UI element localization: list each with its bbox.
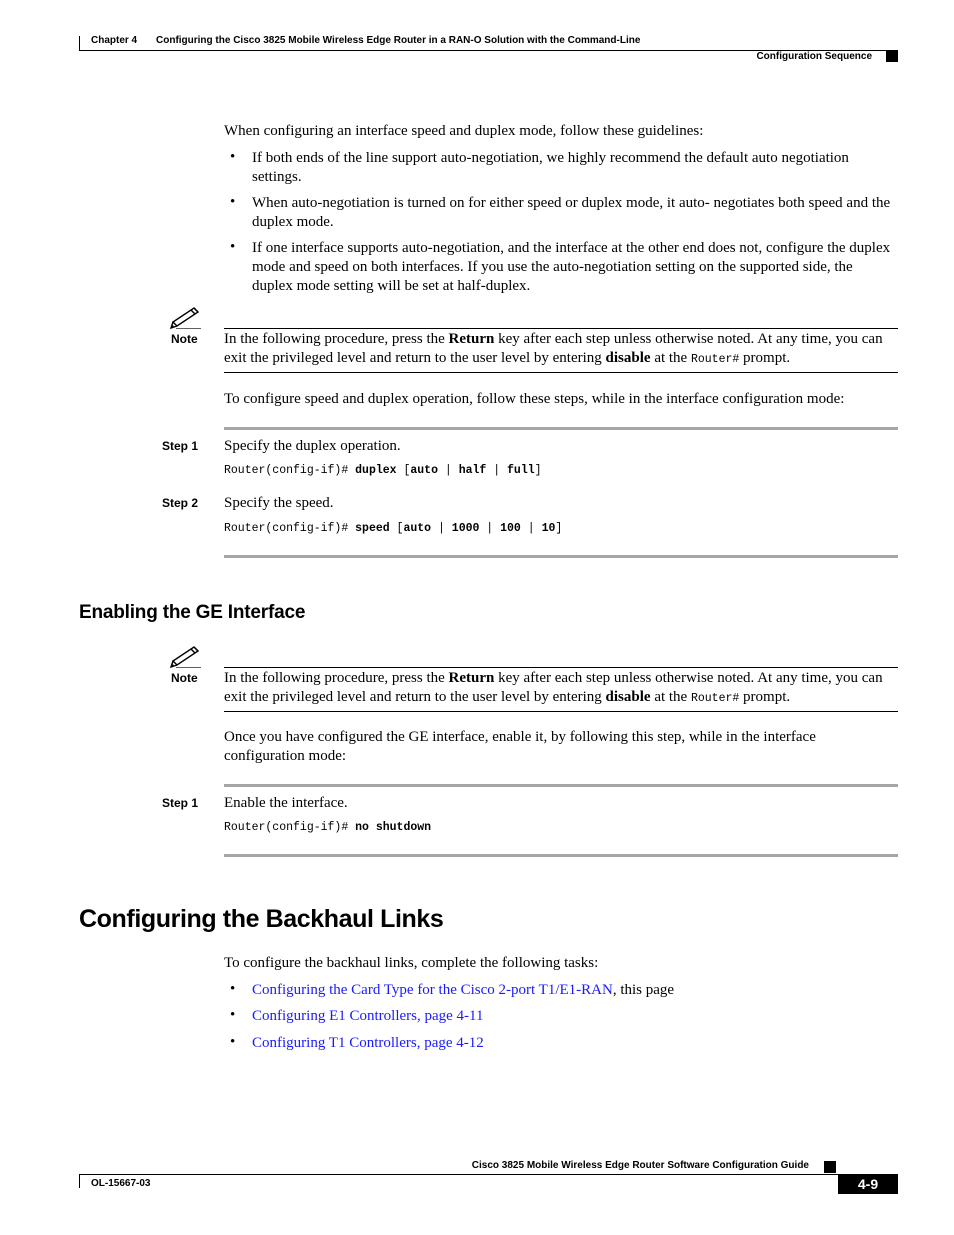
note-text-part: In the following procedure, press the (224, 331, 449, 347)
cli-keyword: speed (355, 522, 390, 535)
ge-lead: Once you have configured the GE interface, enable it, by following this step, while in the interface configuration mode: (224, 729, 816, 764)
pencil-icon (170, 644, 202, 668)
note-top-rule (224, 328, 898, 329)
backhaul-item-1 (252, 981, 674, 1000)
step-text: Enable the interface. (224, 795, 348, 811)
bullet-dot: • (230, 1034, 236, 1050)
cli-option: half (458, 464, 487, 477)
cli-option: auto (403, 522, 432, 535)
link-card-type[interactable]: Configuring the Card Type for the Cisco 2-port T1/E1-RAN (252, 982, 613, 998)
header-left-bar (79, 36, 80, 50)
procedure-bottom-rule (224, 854, 898, 857)
bullet-dot: • (230, 194, 236, 210)
procedure-top-rule (224, 784, 898, 787)
note-text-part: key after each step unless otherwise noted. At any time, you can exit the privileged level and return to the user level by entering (224, 670, 883, 705)
note-text (224, 669, 900, 708)
step-label: Step 2 (162, 496, 199, 510)
footer-left-bar (79, 1174, 80, 1188)
note-text-part: key after each step unless otherwise noted. At any time, you can exit the privileged level and return to the user level by entering (224, 331, 883, 366)
speed-command: Router(config-if)# speed [auto | 1000 | 100 | 10] (224, 522, 563, 535)
cli-option: 100 (500, 522, 521, 535)
cli-option: 10 (541, 522, 556, 535)
cli-keyword: duplex (355, 464, 397, 477)
header-section: Configuration Sequence (756, 51, 872, 62)
intro-bullet-2: When auto-negotiation is turned on for either speed or duplex mode, it auto- negotiates both speed and the duplex mode. (252, 195, 891, 230)
step-text: Specify the speed. (224, 495, 334, 511)
bullet-dot: • (230, 1007, 236, 1023)
note-text-part: at the (650, 689, 691, 705)
footer-guide-title: Cisco 3825 Mobile Wireless Edge Router Software Configuration Guide (471, 1160, 809, 1171)
speed-duplex-lead: To configure speed and duplex operation, follow these steps, while in the interface configuration mode: (224, 391, 845, 407)
bullet-dot: • (230, 981, 236, 997)
cli-keyword: no shutdown (355, 821, 432, 834)
header-black-block (886, 50, 898, 62)
intro-bullet-3: If one interface supports auto-negotiation, and the interface at the other end does not, configure the duplex mode and speed on both interfaces. If you use the auto-negotiation setting on the supported side, the duplex mode setting will be set at half-duplex. (252, 240, 891, 294)
cli-prompt: Router(config-if)# (224, 464, 349, 477)
note-label: Note (171, 671, 198, 685)
duplex-command: Router(config-if)# duplex [auto | half | full] (224, 464, 542, 477)
cli-option: auto (410, 464, 438, 477)
header-chapter: Chapter 4 (91, 35, 138, 46)
note-text-part: prompt. (739, 689, 791, 705)
step-label: Step 1 (162, 796, 199, 810)
procedure-top-rule (224, 427, 898, 430)
note-label: Note (171, 332, 198, 346)
section-heading-backhaul: Configuring the Backhaul Links (79, 905, 444, 933)
note-disable-cmd: disable (605, 689, 651, 705)
footer-page-number: 4-9 (857, 1176, 879, 1192)
note-text (224, 330, 900, 369)
note-top-rule (224, 667, 898, 668)
step-label: Step 1 (162, 439, 199, 453)
note-router-prompt: Router# (690, 692, 740, 705)
cli-option: 1000 (451, 522, 480, 535)
note-text-part: In the following procedure, press the (224, 670, 449, 686)
note-return-key: Return (448, 670, 495, 686)
note-return-key: Return (448, 331, 495, 347)
link-t1-controllers[interactable]: Configuring T1 Controllers, page 4-12 (252, 1035, 484, 1051)
cli-prompt: Router(config-if)# (224, 821, 349, 834)
footer-black-block (824, 1161, 836, 1173)
link-suffix: , this page (612, 982, 675, 998)
note-text-part: prompt. (739, 350, 791, 366)
note-disable-cmd: disable (605, 350, 651, 366)
header-chapter-title: Configuring the Cisco 3825 Mobile Wireless Edge Router in a RAN-O Solution with the Command-Line (156, 35, 641, 46)
footer-doc-id: OL-15667-03 (91, 1178, 151, 1189)
intro-bullet-1: If both ends of the line support auto-negotiation, we highly recommend the default auto negotiation settings. (252, 150, 849, 185)
procedure-bottom-rule (224, 555, 898, 558)
section-heading-ge: Enabling the GE Interface (79, 602, 306, 623)
cli-option: full (507, 464, 535, 477)
cli-prompt: Router(config-if)# (224, 522, 349, 535)
footer-rule (79, 1174, 898, 1175)
note-text-part: at the (650, 350, 691, 366)
step-text: Specify the duplex operation. (224, 438, 401, 454)
note-router-prompt: Router# (690, 353, 740, 366)
note-bottom-rule (224, 372, 898, 373)
bullet-dot: • (230, 239, 236, 255)
pencil-icon (170, 305, 202, 329)
bullet-dot: • (230, 149, 236, 165)
note-bottom-rule (224, 711, 898, 712)
backhaul-lead: To configure the backhaul links, complete the following tasks: (224, 955, 599, 971)
intro-lead: When configuring an interface speed and duplex mode, follow these guidelines: (224, 123, 704, 139)
no-shutdown-command (224, 821, 431, 834)
link-e1-controllers[interactable]: Configuring E1 Controllers, page 4-11 (252, 1008, 484, 1024)
